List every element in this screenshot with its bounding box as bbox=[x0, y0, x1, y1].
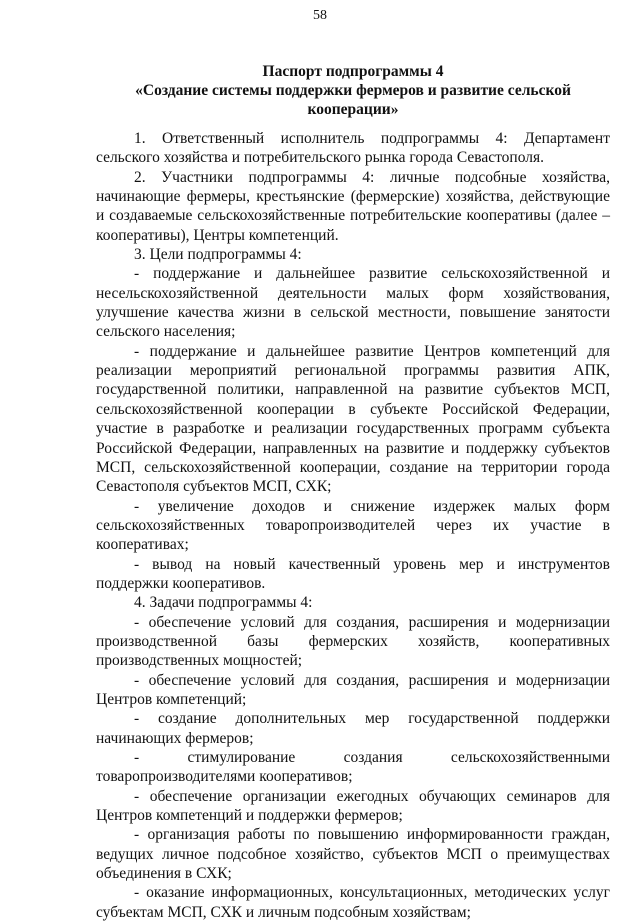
paragraph-goal-4: - вывод на новый качественный уровень мер и инструментов поддержки кооперативов. bbox=[96, 555, 610, 592]
paragraph-goal-3: - увеличение доходов и снижение издержек малых форм сельскохозяйственных товаропроизводителей через их участие в кооперативах; bbox=[96, 497, 610, 554]
paragraph-responsible-executor: 1. Ответственный исполнитель подпрограммы 4: Департамент сельского хозяйства и потребительского рынка города Севастополя. bbox=[96, 130, 610, 167]
page-number: 58 bbox=[313, 8, 327, 23]
title-line-3: кооперации» bbox=[307, 101, 399, 118]
title-line-2: «Создание системы поддержки фермеров и развитие сельской bbox=[135, 82, 571, 99]
paragraph-task-2: - обеспечение условий для создания, расширения и модернизации Центров компетенций; bbox=[96, 671, 610, 708]
paragraph-goal-2: - поддержание и дальнейшее развитие Центров компетенций для реализации мероприятий региональной программы развития АПК, государственной политики, направленной на развитие субъектов МСП, сельскохозяйственной кооперации в субъекте Российской Федерации, участие в разработке и реализации государственных программ субъекта Российской Федерации, направленных на развитие и поддержку субъектов МСП, сельскохозяйственной кооперации, создание на территории города Севастополя субъектов МСП, СХК; bbox=[96, 342, 610, 496]
document-title bbox=[96, 62, 610, 119]
paragraph-task-1: - обеспечение условий для создания, расширения и модернизации производственной базы фермерских хозяйств, кооперативных производственных мощностей; bbox=[96, 613, 610, 670]
paragraph-task-5: - обеспечение организации ежегодных обучающих семинаров для Центров компетенций и поддержки фермеров; bbox=[96, 787, 610, 825]
paragraph-participants: 2. Участники подпрограммы 4: личные подсобные хозяйства, начинающие фермеры, крестьянские (фермерские) хозяйства, действующие и создаваемые сельскохозяйственные потребительские кооперативы (далее – кооперативы), Центры компетенций. bbox=[96, 168, 610, 244]
title-line-1: Паспорт подпрограммы 4 bbox=[262, 63, 444, 80]
paragraph-tasks-heading: 4. Задачи подпрограммы 4: bbox=[134, 594, 313, 612]
document-body bbox=[96, 129, 610, 922]
paragraph-task-4: - стимулирование создания сельскохозяйственными товаропроизводителями кооперативов; bbox=[96, 749, 610, 786]
paragraph-task-6: - организация работы по повышению информированности граждан, ведущих личное подсобное хозяйство, субъектов МСП о преимуществах объединения в СХК; bbox=[96, 826, 610, 883]
paragraph-goal-1: - поддержание и дальнейшее развитие сельскохозяйственной и несельскохозяйственной деятельности малых форм хозяйствования, улучшение качества жизни в сельской местности, повышение занятости сельского населения; bbox=[96, 265, 610, 341]
paragraph-task-3: - создание дополнительных мер государственной поддержки начинающих фермеров; bbox=[96, 710, 610, 747]
paragraph-task-7: - оказание информационных, консультационных, методических услуг субъектам МСП, СХК и личным подсобным хозяйствам; bbox=[96, 884, 610, 921]
paragraph-goals-heading: 3. Цели подпрограммы 4: bbox=[134, 246, 302, 264]
